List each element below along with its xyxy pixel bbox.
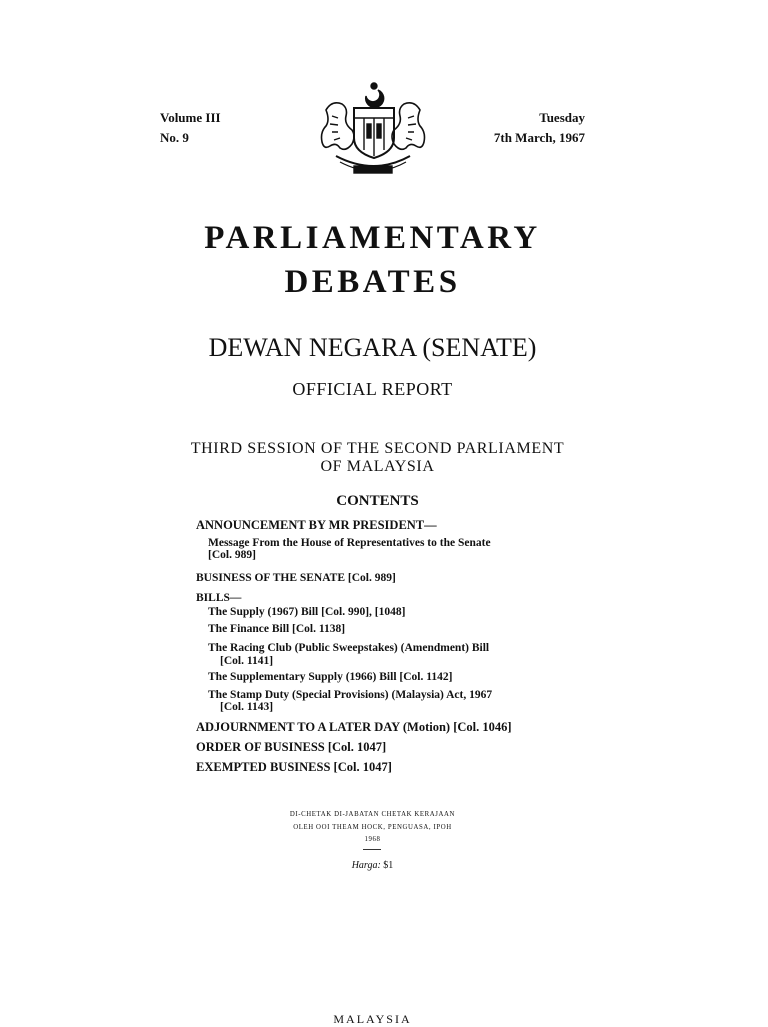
contents-item: The Stamp Duty (Special Provisions) (Malaysia) Act, 1967 bbox=[208, 689, 493, 701]
report-type: OFFICIAL REPORT bbox=[292, 379, 453, 399]
contents-item: EXEMPTED BUSINESS [Col. 1047] bbox=[196, 760, 392, 774]
contents-item: ADJOURNMENT TO A LATER DAY (Motion) [Col. 1046] bbox=[196, 720, 512, 734]
price bbox=[0, 860, 745, 871]
volume-label: Volume III bbox=[160, 110, 221, 125]
contents-item: [Col. 1141] bbox=[220, 655, 274, 667]
price-label: Harga: bbox=[351, 860, 381, 871]
volume-info bbox=[160, 108, 221, 148]
contents-item: The Racing Club (Public Sweepstakes) (Amendment) Bill bbox=[208, 642, 490, 654]
price-value: $1 bbox=[383, 860, 394, 871]
weekday: Tuesday bbox=[539, 110, 585, 125]
contents-item: The Finance Bill [Col. 1138] bbox=[208, 623, 346, 635]
contents-item: ORDER OF BUSINESS [Col. 1047] bbox=[196, 740, 387, 754]
divider bbox=[363, 849, 381, 850]
contents-item: Message From the House of Representatives to the Senate bbox=[208, 537, 491, 549]
coat-of-arms-emblem bbox=[314, 80, 432, 180]
publication-title-line2: DEBATES bbox=[284, 264, 461, 300]
publication-title-line1: PARLIAMENTARY bbox=[204, 220, 541, 256]
contents-item: [Col. 1143] bbox=[220, 701, 274, 713]
footer-country: MALAYSIA bbox=[333, 1012, 412, 1026]
session-line2: OF MALAYSIA bbox=[320, 458, 435, 475]
contents-item: ANNOUNCEMENT BY MR PRESIDENT— bbox=[196, 518, 437, 532]
contents-item: The Supplementary Supply (1966) Bill [Col. 1142] bbox=[208, 671, 453, 683]
contents-item: BUSINESS OF THE SENATE [Col. 989] bbox=[196, 572, 396, 584]
issue-number: No. 9 bbox=[160, 130, 189, 145]
contents-item: The Supply (1967) Bill [Col. 990], [1048] bbox=[208, 606, 406, 618]
contents-item: [Col. 989] bbox=[208, 549, 256, 561]
printer-line2: OLEH OOI THEAM HOCK, PENGUASA, IPOH bbox=[293, 824, 452, 831]
sitting-date: 7th March, 1967 bbox=[493, 130, 585, 145]
printer-line1: DI-CHETAK DI-JABATAN CHETAK KERAJAAN bbox=[289, 811, 456, 818]
contents-heading: CONTENTS bbox=[336, 493, 419, 509]
date-info bbox=[494, 108, 585, 148]
house-name: DEWAN NEGARA (SENATE) bbox=[208, 333, 537, 362]
contents-item: BILLS— bbox=[196, 592, 242, 604]
print-year: 1968 bbox=[364, 836, 381, 843]
session-line1: THIRD SESSION OF THE SECOND PARLIAMENT bbox=[190, 440, 565, 457]
